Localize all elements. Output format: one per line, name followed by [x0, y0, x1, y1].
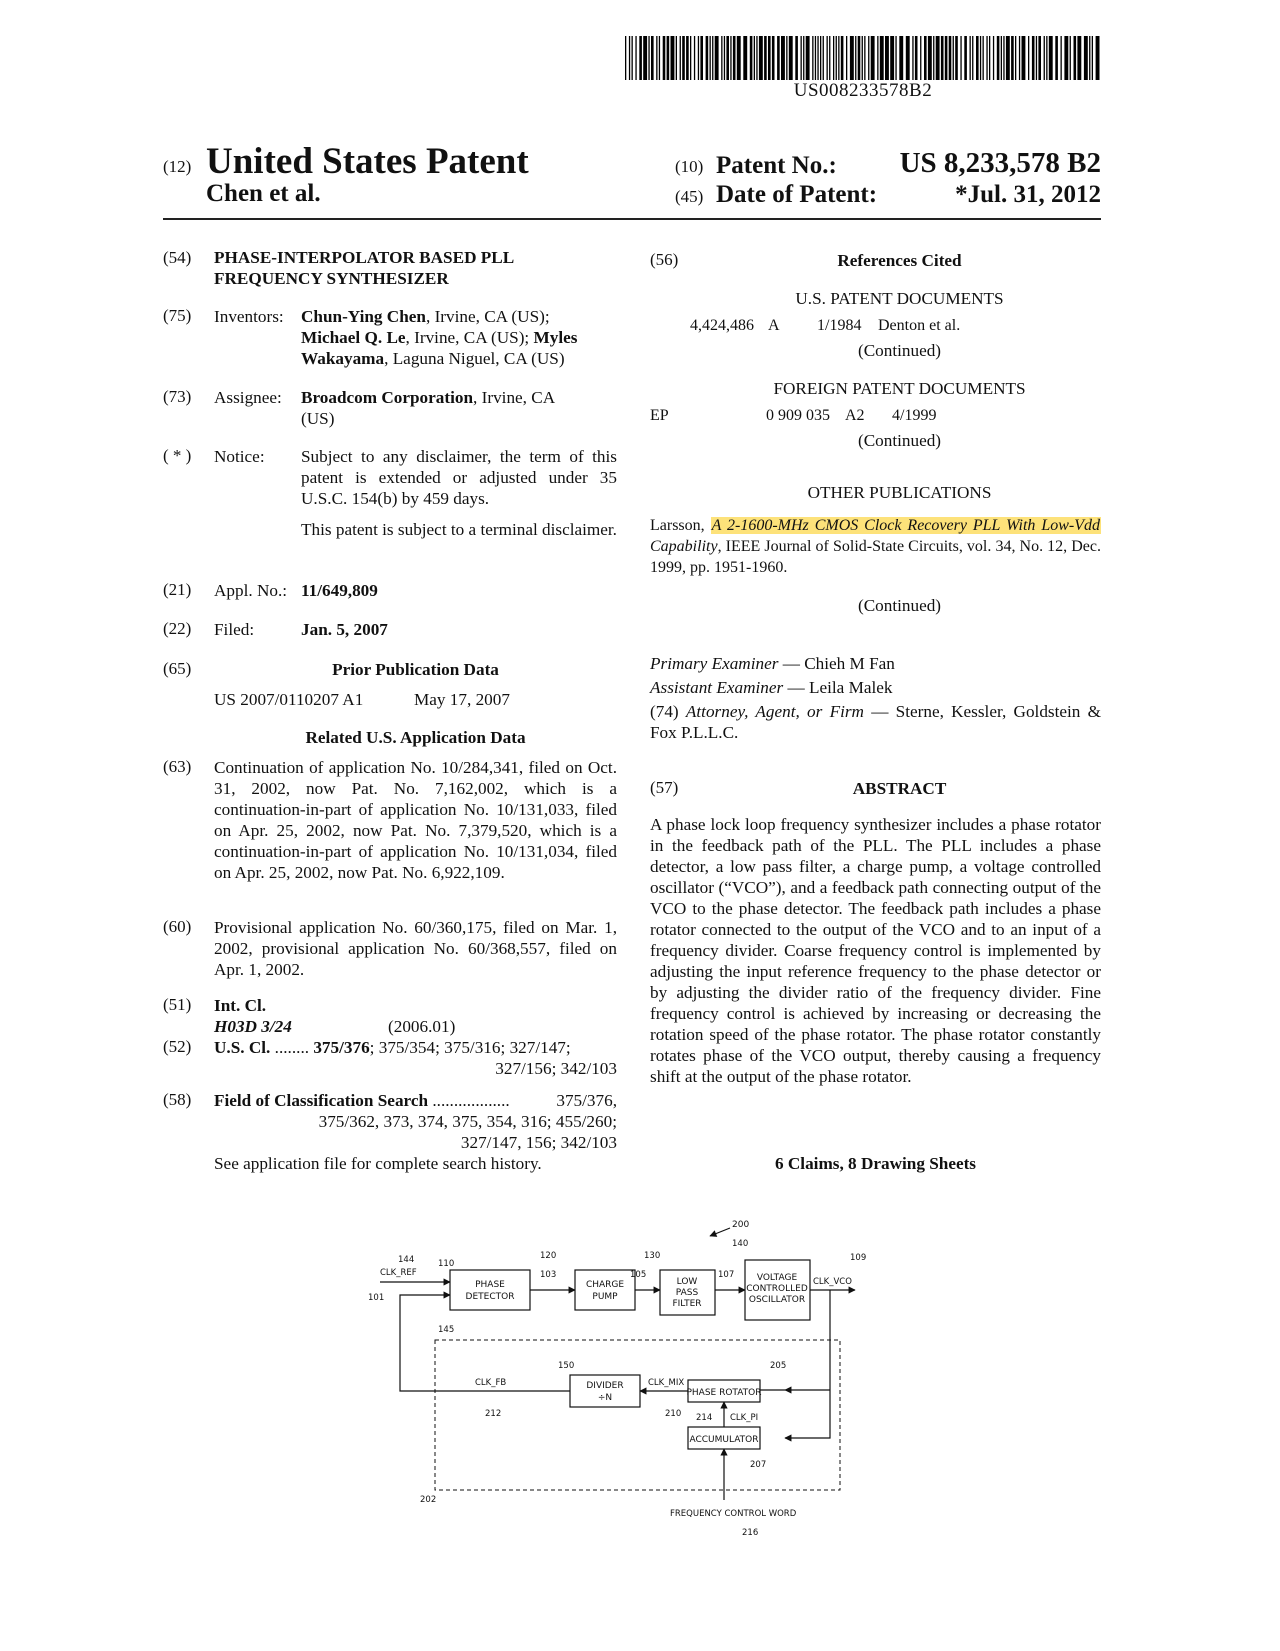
barcode-bar: [827, 36, 828, 80]
barcode-bar: [855, 36, 856, 80]
assignee-label: Assignee:: [214, 388, 282, 407]
attorney-label: Attorney, Agent, or Firm: [685, 702, 864, 721]
field-line-3: 327/147, 156; 342/103: [460, 1133, 617, 1152]
ref-216: 216: [742, 1528, 759, 1538]
barcode-bar: [955, 36, 958, 80]
barcode-bar: [983, 36, 984, 80]
barcode-bar: [920, 36, 921, 80]
barcode-bar: [1022, 36, 1026, 80]
other-pubs-heading: OTHER PUBLICATIONS: [807, 483, 992, 502]
code-45: (45): [675, 187, 704, 206]
inventor-1-loc: , Irvine, CA (US);: [425, 307, 550, 326]
barcode-bar: [625, 36, 626, 80]
ref-130: 130: [644, 1251, 661, 1261]
us-doc-date: 1/1984: [817, 317, 862, 334]
charge-pump-block: [575, 1270, 635, 1310]
inventor-1-name: Chun-Ying Chen: [301, 307, 426, 326]
us-doc-number: 4,424,486: [690, 317, 754, 334]
barcode-bar: [838, 36, 839, 80]
vco-label-3: OSCILLATOR: [748, 1295, 806, 1305]
barcode-bar: [862, 36, 863, 80]
barcode-bar: [960, 36, 961, 80]
barcode: [625, 36, 1101, 80]
assignee: [301, 387, 617, 429]
barcode-bar: [781, 36, 785, 80]
barcode-bar: [721, 36, 722, 80]
field-search: [214, 1090, 617, 1153]
lpf-label-1: LOW: [676, 1277, 698, 1287]
barcode-bar: [801, 36, 802, 80]
field-dots: ..................: [432, 1091, 510, 1110]
prior-pub-date: May 17, 2007: [414, 690, 510, 709]
barcode-bar: [841, 36, 844, 80]
continued-1: (Continued): [857, 341, 942, 360]
continued-3: (Continued): [857, 596, 942, 615]
pub-author: Larsson,: [650, 517, 705, 534]
appl-label: Appl. No.:: [214, 581, 288, 600]
barcode-bar: [768, 36, 771, 80]
barcode-bar: [989, 36, 990, 80]
barcode-bar: [710, 36, 711, 80]
accumulator-label: ACCUMULATOR: [689, 1435, 759, 1445]
barcode-bar: [750, 36, 753, 80]
ref-144: 144: [398, 1255, 415, 1265]
intcl-code: H03D 3/24: [214, 1017, 292, 1036]
barcode-bar: [1092, 36, 1093, 80]
inventors-label: Inventors:: [214, 307, 284, 326]
barcode-bar: [915, 36, 918, 80]
barcode-bar: [823, 36, 824, 80]
pub-rest: , IEEE Journal of Solid-State Circuits, vol. 34, No. 12, Dec. 1999, pp. 1951-1960.: [650, 538, 1101, 576]
filed-label: Filed:: [214, 620, 255, 639]
assistant-examiner: [650, 677, 893, 698]
foreign-number: 0 909 035: [766, 407, 830, 424]
ref-107: 107: [718, 1270, 735, 1280]
inventor-2-name: Michael Q. Le: [301, 328, 406, 347]
barcode-bar: [858, 36, 861, 80]
refs-heading: References Cited: [837, 251, 962, 270]
ref-140: 140: [732, 1239, 749, 1249]
barcode-bar: [663, 36, 666, 80]
barcode-bar: [928, 36, 932, 80]
barcode-bar: [877, 36, 878, 80]
phase-rotator-label: PHASE ROTATOR: [686, 1388, 762, 1398]
barcode-bar: [700, 36, 703, 80]
primary-name: — Chieh M Fan: [778, 654, 895, 673]
barcode-bar: [885, 36, 889, 80]
barcode-bar: [1064, 36, 1068, 80]
barcode-bar: [686, 36, 689, 80]
inventor-3-first: Myles: [533, 328, 578, 347]
barcode-bar: [1011, 36, 1014, 80]
patent-no-label: Patent No.:: [716, 152, 837, 179]
ref-103: 103: [540, 1270, 557, 1280]
code-56: (56): [650, 250, 679, 269]
notice-text: Subject to any disclaimer, the term of this patent is extended or adjusted under 35 U.S.C. 154(b) by 459 days.: [301, 447, 617, 508]
ref-207: 207: [750, 1460, 767, 1470]
barcode-bar: [936, 36, 940, 80]
barcode-bar: [980, 36, 981, 80]
barcode-bar: [715, 36, 719, 80]
barcode-bar: [724, 36, 725, 80]
date-label: Date of Patent:: [716, 181, 878, 208]
uscl-dots: ........: [274, 1038, 310, 1057]
barcode-bar: [789, 36, 793, 80]
prior-pub-number: US 2007/0110207 A1: [214, 690, 364, 709]
barcode-bar: [899, 36, 903, 80]
barcode-bar: [1003, 36, 1004, 80]
code-60: (60): [163, 917, 192, 936]
continuation-text: Continuation of application No. 10/284,341, filed on Oct. 31, 2002, now Pat. No. 7,162,002, which is a continuation-in-part of application No. 10/131,033, filed on Apr. 25, 2002, now Pat. No. 7,379,520, which is a continuation-in-part of application No. 10/131,034, filed on Apr. 25, 2002, now Pat. No. 6,922,109.: [214, 758, 617, 882]
code-75: (75): [163, 306, 192, 325]
fig-ref: 200: [732, 1220, 750, 1230]
barcode-bar: [632, 36, 633, 80]
barcode-bar: [756, 36, 757, 80]
clk-vco-label: CLK_VCO: [813, 1277, 852, 1287]
code-73: (73): [163, 387, 192, 406]
fig-ref-arrow: [710, 1228, 730, 1236]
barcode-bar: [1006, 36, 1010, 80]
other-pub-entry: [650, 515, 1101, 578]
barcode-bar: [676, 36, 677, 80]
barcode-bar: [895, 36, 896, 80]
title-line-1: PHASE-INTERPOLATOR BASED PLL: [214, 248, 515, 267]
foreign-date: 4/1999: [892, 407, 937, 424]
code-21: (21): [163, 580, 192, 599]
barcode-bar: [777, 36, 780, 80]
divider-label-2: ÷N: [597, 1393, 613, 1403]
patent-number: US 8,233,578 B2: [899, 147, 1101, 179]
barcode-bar: [986, 36, 987, 80]
barcode-bar: [945, 36, 948, 80]
barcode-bar: [803, 36, 804, 80]
inventor-3-last: Wakayama: [301, 349, 385, 368]
barcode-bar: [864, 36, 865, 80]
barcode-bar: [924, 36, 927, 80]
us-docs-heading: U.S. PATENT DOCUMENTS: [795, 289, 1004, 308]
barcode-bar: [759, 36, 763, 80]
barcode-bar: [1074, 36, 1077, 80]
barcode-bar: [737, 36, 741, 80]
barcode-bar: [1028, 36, 1029, 80]
barcode-bar: [659, 36, 660, 80]
code-51: (51): [163, 995, 192, 1014]
barcode-bar: [754, 36, 755, 80]
code-22: (22): [163, 619, 192, 638]
pub-capability: Capability: [650, 538, 718, 555]
barcode-bar: [964, 36, 967, 80]
terminal-disclaimer: This patent is subject to a terminal disclaimer.: [301, 520, 617, 539]
barcode-bar: [635, 36, 636, 80]
code-58: (58): [163, 1090, 192, 1109]
uscl-label: U.S. Cl.: [214, 1038, 271, 1057]
foreign-kind: A2: [845, 407, 865, 424]
assistant-name: — Leila Malek: [783, 678, 893, 697]
assignee-loc-2: (US): [301, 409, 335, 428]
assistant-label: Assistant Examiner: [650, 678, 784, 697]
invention-title: [214, 247, 614, 289]
header-rule: [163, 218, 1101, 220]
barcode-bar: [880, 36, 884, 80]
patent-title: United States Patent: [206, 141, 529, 182]
barcode-bar: [1019, 36, 1020, 80]
uscl: [214, 1037, 617, 1079]
barcode-bar: [1096, 36, 1100, 80]
code-63: (63): [163, 757, 192, 776]
abstract-heading: ABSTRACT: [852, 779, 947, 798]
barcode-bar: [912, 36, 913, 80]
barcode-bar: [648, 36, 649, 80]
barcode-bar: [795, 36, 798, 80]
field-line-1: 375/376,: [556, 1091, 617, 1110]
lpf-label-3: FILTER: [672, 1299, 702, 1309]
ref-105: 105: [630, 1270, 647, 1280]
barcode-bar: [743, 36, 747, 80]
barcode-bar: [933, 36, 934, 80]
patent-authors: Chen et al.: [206, 180, 321, 207]
barcode-bar: [1046, 36, 1047, 80]
ref-202: 202: [420, 1495, 437, 1505]
vco-label-1: VOLTAGE: [756, 1273, 798, 1283]
primary-examiner: [650, 653, 895, 674]
barcode-bar: [1070, 36, 1071, 80]
us-doc-name: Denton et al.: [878, 317, 961, 334]
barcode-bar: [817, 36, 818, 80]
ref-101: 101: [368, 1293, 385, 1303]
search-history: See application file for complete search history.: [214, 1154, 542, 1173]
code-10: (10): [675, 157, 704, 176]
barcode-bar: [772, 36, 775, 80]
barcode-bar: [976, 36, 979, 80]
provisional-text: Provisional application No. 60/360,175, filed on Mar. 1, 2002, provisional application No. 60/368,557, filed on Apr. 1, 2002.: [214, 918, 617, 979]
phase-detector-block: [450, 1270, 530, 1310]
barcode-bar: [643, 36, 647, 80]
barcode-bar: [1032, 36, 1035, 80]
barcode-bar: [871, 36, 875, 80]
ref-109: 109: [850, 1253, 867, 1263]
phase-detector-label-1: PHASE: [475, 1280, 505, 1290]
code-notice: ( * ): [163, 446, 192, 465]
notice-label: Notice:: [214, 447, 265, 466]
barcode-bar: [829, 36, 830, 80]
barcode-bar: [890, 36, 894, 80]
barcode-bar: [694, 36, 695, 80]
foreign-heading: FOREIGN PATENT DOCUMENTS: [773, 379, 1026, 398]
uscl-main: 375/376: [313, 1038, 370, 1057]
barcode-bar: [850, 36, 854, 80]
charge-pump-label-1: CHARGE: [585, 1280, 625, 1290]
barcode-bar: [953, 36, 954, 80]
ref-120: 120: [540, 1251, 557, 1261]
barcode-bar: [970, 36, 971, 80]
clk-ref-label: CLK_REF: [380, 1268, 417, 1278]
barcode-bar: [815, 36, 816, 80]
barcode-bar: [730, 36, 731, 80]
barcode-bar: [820, 36, 821, 80]
ref-210: 210: [665, 1409, 682, 1419]
clk-pi-label: CLK_PI: [730, 1413, 759, 1423]
us-doc-kind: A: [768, 317, 780, 334]
related-heading: Related U.S. Application Data: [305, 728, 526, 747]
continued-2: (Continued): [857, 431, 942, 450]
code-54: (54): [163, 248, 192, 267]
barcode-bar: [639, 36, 642, 80]
clk-mix-label: CLK_MIX: [648, 1378, 685, 1388]
fcw-label: FREQUENCY CONTROL WORD: [670, 1509, 797, 1519]
code-57: (57): [650, 778, 679, 797]
intcl-year: (2006.01): [388, 1017, 456, 1036]
barcode-bar: [733, 36, 736, 80]
uscl-rest-1: ; 375/354; 375/316; 327/147;: [369, 1038, 571, 1057]
barcode-bar: [1061, 36, 1062, 80]
barcode-bar: [1089, 36, 1090, 80]
field-label: Field of Classification Search: [214, 1091, 429, 1110]
code-74: (74): [650, 702, 679, 721]
barcode-bar: [868, 36, 869, 80]
code-12: (12): [163, 157, 192, 176]
barcode-bar: [1015, 36, 1016, 80]
barcode-bar: [997, 36, 1000, 80]
barcode-bar: [690, 36, 691, 80]
ref-214: 214: [696, 1413, 713, 1423]
barcode-bar: [667, 36, 670, 80]
barcode-bar: [993, 36, 994, 80]
divider-label-1: DIVIDER: [586, 1381, 624, 1391]
title-line-2: FREQUENCY SYNTHESIZER: [214, 269, 449, 288]
abstract-text: A phase lock loop frequency synthesizer includes a phase rotator in the feedback path of the PLL. The PLL includes a phase detector, a low pass filter, a charge pump, a voltage controlled oscillator (“VCO”), and a feedback path connecting output of the VCO to the phase detector. The feedback path includes a phase rotator connected to the output of the VCO and to an input of a frequency divider. Coarse frequency control is implemented by adjusting the input reference frequency to the phase detector or by adjusting the divider ratio of the frequency divider. Fine frequency control is achieved by increasing or decreasing the rotation speed of the phase rotator. The phase rotator constantly rotates phase of the VCO output, thereby causing a frequency shift at the output of the phase rotator.: [650, 815, 1101, 1086]
assignee-name: Broadcom Corporation: [301, 388, 474, 407]
barcode-bar: [906, 36, 910, 80]
charge-pump-label-2: PUMP: [592, 1292, 618, 1302]
claims-summary: 6 Claims, 8 Drawing Sheets: [775, 1154, 976, 1173]
barcode-bar: [706, 36, 709, 80]
barcode-number: US008233578B2: [793, 80, 933, 101]
barcode-bar: [846, 36, 847, 80]
ref-205: 205: [770, 1361, 787, 1371]
barcode-bar: [1084, 36, 1088, 80]
filed-date: Jan. 5, 2007: [301, 620, 388, 639]
barcode-bar: [726, 36, 729, 80]
barcode-bar: [698, 36, 699, 80]
barcode-bar: [812, 36, 813, 80]
attorney-name: — Sterne, Kessler, Goldstein & Fox P.L.L.C.: [650, 702, 1101, 742]
vco-label-2: CONTROLLED: [746, 1284, 808, 1294]
barcode-bar: [1077, 36, 1081, 80]
barcode-bar: [949, 36, 952, 80]
barcode-bar: [1044, 36, 1045, 80]
inventors-list: [301, 306, 617, 369]
pub-title-highlighted: A 2-1600-MHz CMOS Clock Recovery PLL With Low-Vdd: [711, 517, 1101, 534]
barcode-bar: [651, 36, 654, 80]
barcode-bar: [806, 36, 810, 80]
intcl-label: Int. Cl.: [214, 996, 267, 1015]
phase-detector-label-2: DETECTOR: [465, 1292, 515, 1302]
barcode-bar: [972, 36, 973, 80]
barcode-bar: [680, 36, 681, 80]
barcode-bar: [1038, 36, 1041, 80]
appl-number: 11/649,809: [301, 581, 378, 600]
patent-date: *Jul. 31, 2012: [955, 181, 1101, 208]
prior-pub-heading: Prior Publication Data: [332, 660, 499, 679]
foreign-country: EP: [650, 407, 669, 424]
code-65: (65): [163, 659, 192, 678]
primary-label: Primary Examiner: [650, 654, 779, 673]
ref-145: 145: [438, 1325, 455, 1335]
ref-110: 110: [438, 1259, 455, 1269]
barcode-bar: [712, 36, 713, 80]
assignee-loc-1: , Irvine, CA: [473, 388, 556, 407]
barcode-bar: [786, 36, 787, 80]
code-52: (52): [163, 1037, 192, 1056]
barcode-bar: [1001, 36, 1002, 80]
uscl-rest-2: 327/156; 342/103: [495, 1059, 617, 1078]
barcode-bar: [656, 36, 657, 80]
barcode-bar: [1036, 36, 1037, 80]
ref-150: 150: [558, 1361, 575, 1371]
barcode-bar: [1049, 36, 1053, 80]
barcode-bar: [629, 36, 630, 80]
attorney: [650, 701, 1101, 743]
barcode-bar: [682, 36, 685, 80]
inventor-3-loc: , Laguna Niguel, CA (US): [384, 349, 565, 368]
barcode-bar: [1055, 36, 1058, 80]
field-line-2: 375/362, 373, 374, 375, 354, 316; 455/260;: [318, 1112, 617, 1131]
lpf-label-2: PASS: [675, 1288, 699, 1298]
barcode-bar: [941, 36, 944, 80]
inventor-2-loc: , Irvine, CA (US);: [405, 328, 530, 347]
barcode-bar: [833, 36, 834, 80]
barcode-bar: [764, 36, 767, 80]
clk-fb-label: CLK_FB: [475, 1378, 507, 1388]
ref-212: 212: [485, 1409, 502, 1419]
circuit-diagram: [368, 1200, 900, 1540]
barcode-bar: [836, 36, 837, 80]
barcode-bar: [671, 36, 675, 80]
